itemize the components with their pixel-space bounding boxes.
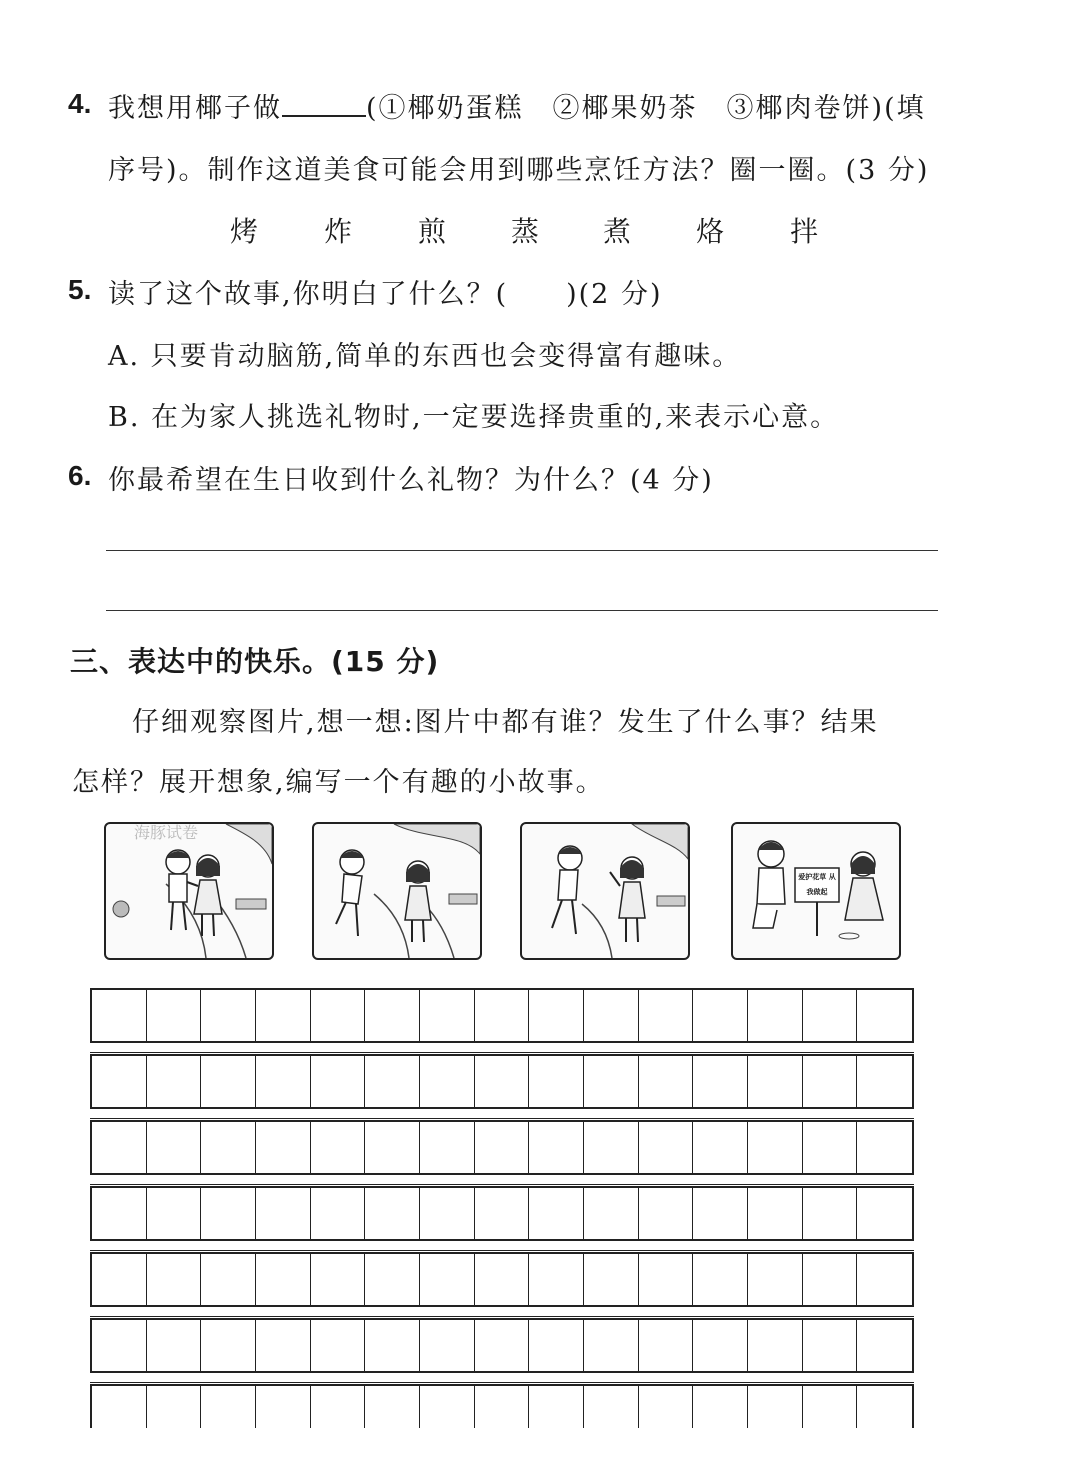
grid-cell[interactable] (748, 1188, 803, 1239)
grid-cell[interactable] (147, 1188, 202, 1239)
writing-grid-row[interactable] (90, 1054, 914, 1109)
question-5-option-b[interactable]: B. 在为家人挑选礼物时,一定要选择贵重的,来表示心意。 (108, 402, 840, 433)
grid-cell[interactable] (201, 990, 256, 1041)
question-4-line1 (108, 86, 926, 125)
cooking-method[interactable]: 蒸 (511, 215, 540, 248)
grid-row-separator (90, 1118, 914, 1119)
grid-cell[interactable] (475, 1188, 530, 1239)
grid-cell[interactable] (584, 1320, 639, 1371)
grid-cell[interactable] (256, 1254, 311, 1305)
grid-cell[interactable] (256, 1056, 311, 1107)
grid-cell[interactable] (529, 1122, 584, 1173)
grid-cell[interactable] (529, 1386, 584, 1428)
grid-cell[interactable] (803, 1254, 858, 1305)
grid-cell[interactable] (748, 1122, 803, 1173)
grid-cell[interactable] (748, 990, 803, 1041)
grid-cell[interactable] (803, 1122, 858, 1173)
grid-cell[interactable] (857, 990, 912, 1041)
grid-cell[interactable] (639, 1122, 694, 1173)
grid-cell[interactable] (420, 1122, 475, 1173)
section-3-instruction-line1: 仔细观察图片,想一想:图片中都有谁？发生了什么事？结果 (132, 707, 879, 738)
question-5-number: 5. (68, 274, 92, 305)
grid-cell[interactable] (365, 1254, 420, 1305)
grid-cell[interactable] (92, 1320, 147, 1371)
grid-cell[interactable] (529, 1188, 584, 1239)
grid-cell[interactable] (92, 1386, 147, 1428)
grid-cell[interactable] (311, 1056, 366, 1107)
grid-cell[interactable] (147, 1056, 202, 1107)
grid-cell[interactable] (693, 1254, 748, 1305)
grid-cell[interactable] (693, 990, 748, 1041)
grid-cell[interactable] (201, 1254, 256, 1305)
cooking-method[interactable]: 烤 (230, 215, 259, 248)
grid-cell[interactable] (748, 1056, 803, 1107)
grid-cell[interactable] (256, 1122, 311, 1173)
grid-cell[interactable] (365, 1386, 420, 1428)
grid-cell[interactable] (92, 1122, 147, 1173)
writing-grid-row[interactable] (90, 1318, 914, 1373)
sign-text: 爱护花草 从我做起 (798, 873, 836, 896)
grid-cell[interactable] (584, 990, 639, 1041)
grid-cell[interactable] (584, 1254, 639, 1305)
story-picture-3 (520, 822, 690, 960)
grid-cell[interactable] (365, 1320, 420, 1371)
story-scene-conversation (522, 824, 688, 958)
grid-cell[interactable] (803, 990, 858, 1041)
grid-cell[interactable] (529, 1254, 584, 1305)
grid-cell[interactable] (857, 1122, 912, 1173)
grid-cell[interactable] (201, 1056, 256, 1107)
grid-cell[interactable] (365, 1056, 420, 1107)
grid-cell[interactable] (311, 990, 366, 1041)
grid-cell[interactable] (693, 1056, 748, 1107)
story-picture-2 (312, 822, 482, 960)
answer-line[interactable] (106, 610, 938, 611)
grid-cell[interactable] (420, 1320, 475, 1371)
grid-cell[interactable] (584, 1122, 639, 1173)
cooking-method[interactable]: 炸 (324, 215, 353, 248)
grid-cell[interactable] (475, 990, 530, 1041)
grid-row-separator (90, 1052, 914, 1053)
story-scene-walking-together (106, 824, 272, 958)
grid-cell[interactable] (693, 1188, 748, 1239)
cooking-method[interactable]: 煎 (418, 215, 447, 248)
story-picture-4 (731, 822, 901, 960)
writing-grid-row[interactable] (90, 1120, 914, 1175)
grid-cell[interactable] (693, 1122, 748, 1173)
grid-cell[interactable] (584, 1056, 639, 1107)
grid-cell[interactable] (748, 1320, 803, 1371)
grid-cell[interactable] (256, 990, 311, 1041)
grid-cell[interactable] (256, 1188, 311, 1239)
cooking-method[interactable]: 煮 (603, 215, 632, 248)
grid-cell[interactable] (147, 1320, 202, 1371)
question-4-answer-blank[interactable] (282, 89, 366, 117)
grid-cell[interactable] (365, 990, 420, 1041)
question-4-number: 4. (68, 88, 92, 119)
grid-cell[interactable] (201, 1386, 256, 1428)
grid-cell[interactable] (857, 1254, 912, 1305)
writing-grid-row[interactable] (90, 1384, 914, 1428)
grid-cell[interactable] (857, 1320, 912, 1371)
watermark: 海豚试卷 (134, 823, 199, 842)
grid-cell[interactable] (365, 1188, 420, 1239)
grid-cell[interactable] (311, 1254, 366, 1305)
grid-row-separator (90, 1382, 914, 1383)
grid-cell[interactable] (311, 1188, 366, 1239)
grid-cell[interactable] (639, 1386, 694, 1428)
grid-cell[interactable] (92, 1254, 147, 1305)
grid-cell[interactable] (420, 990, 475, 1041)
grid-cell[interactable] (420, 1188, 475, 1239)
grid-cell[interactable] (92, 1188, 147, 1239)
grid-cell[interactable] (256, 1386, 311, 1428)
grid-cell[interactable] (420, 1254, 475, 1305)
story-scene-boy-runs (314, 824, 480, 958)
grid-cell[interactable] (311, 1320, 366, 1371)
grid-cell[interactable] (584, 1386, 639, 1428)
grid-cell[interactable] (420, 1056, 475, 1107)
question-6-prompt: 你最希望在生日收到什么礼物？为什么？(4 分) (108, 465, 714, 496)
grid-cell[interactable] (201, 1320, 256, 1371)
question-4-text-after: (①椰奶蛋糕 ②椰果奶茶 ③椰肉卷饼)(填 (366, 93, 926, 124)
grid-cell[interactable] (693, 1386, 748, 1428)
writing-grid-row[interactable] (90, 1186, 914, 1241)
grid-cell[interactable] (311, 1386, 366, 1428)
grid-cell[interactable] (803, 1386, 858, 1428)
grid-cell[interactable] (639, 1056, 694, 1107)
grid-cell[interactable] (857, 1188, 912, 1239)
grid-cell[interactable] (748, 1386, 803, 1428)
question-5-prompt: 读了这个故事,你明白了什么？( )(2 分) (108, 279, 663, 310)
grid-cell[interactable] (803, 1320, 858, 1371)
grid-cell[interactable] (475, 1254, 530, 1305)
grid-cell[interactable] (857, 1386, 912, 1428)
grid-cell[interactable] (529, 1056, 584, 1107)
grid-cell[interactable] (147, 1254, 202, 1305)
grid-cell[interactable] (147, 1122, 202, 1173)
grid-cell[interactable] (857, 1056, 912, 1107)
grid-row-separator (90, 1184, 914, 1185)
grid-cell[interactable] (147, 1386, 202, 1428)
grid-cell[interactable] (365, 1122, 420, 1173)
grid-cell[interactable] (201, 1188, 256, 1239)
writing-grid-row[interactable] (90, 988, 914, 1043)
section-3-instruction-line2: 怎样？展开想象,编写一个有趣的小故事。 (72, 767, 605, 798)
grid-cell[interactable] (639, 1188, 694, 1239)
question-4-text-before: 我想用椰子做 (108, 93, 282, 124)
grid-cell[interactable] (311, 1122, 366, 1173)
grid-cell[interactable] (803, 1188, 858, 1239)
grid-cell[interactable] (639, 1254, 694, 1305)
question-6-number: 6. (68, 460, 92, 491)
grid-cell[interactable] (529, 990, 584, 1041)
grid-cell[interactable] (147, 990, 202, 1041)
section-3-title: 三、表达中的快乐。(15 分) (70, 645, 440, 678)
grid-cell[interactable] (693, 1320, 748, 1371)
question-4-line2: 序号)。制作这道美食可能会用到哪些烹饪方法？圈一圈。(3 分) (108, 155, 930, 186)
grid-cell[interactable] (420, 1386, 475, 1428)
grid-cell[interactable] (803, 1056, 858, 1107)
grid-cell[interactable] (639, 1320, 694, 1371)
grid-cell[interactable] (748, 1254, 803, 1305)
answer-line[interactable] (106, 550, 938, 551)
grid-cell[interactable] (475, 1386, 530, 1428)
writing-grid-row[interactable] (90, 1252, 914, 1307)
grid-row-separator (90, 1316, 914, 1317)
grid-row-separator (90, 1250, 914, 1251)
grid-cell[interactable] (92, 1056, 147, 1107)
grid-cell[interactable] (475, 1056, 530, 1107)
grid-cell[interactable] (475, 1320, 530, 1371)
question-5-option-a[interactable]: A. 只要肯动脑筋,简单的东西也会变得富有趣味。 (108, 341, 742, 372)
grid-cell[interactable] (256, 1320, 311, 1371)
grid-cell[interactable] (584, 1188, 639, 1239)
grid-cell[interactable] (529, 1320, 584, 1371)
grid-cell[interactable] (639, 990, 694, 1041)
cooking-method[interactable]: 拌 (790, 215, 819, 248)
grid-cell[interactable] (201, 1122, 256, 1173)
grid-cell[interactable] (92, 990, 147, 1041)
cooking-method[interactable]: 烙 (696, 215, 725, 248)
grid-cell[interactable] (475, 1122, 530, 1173)
